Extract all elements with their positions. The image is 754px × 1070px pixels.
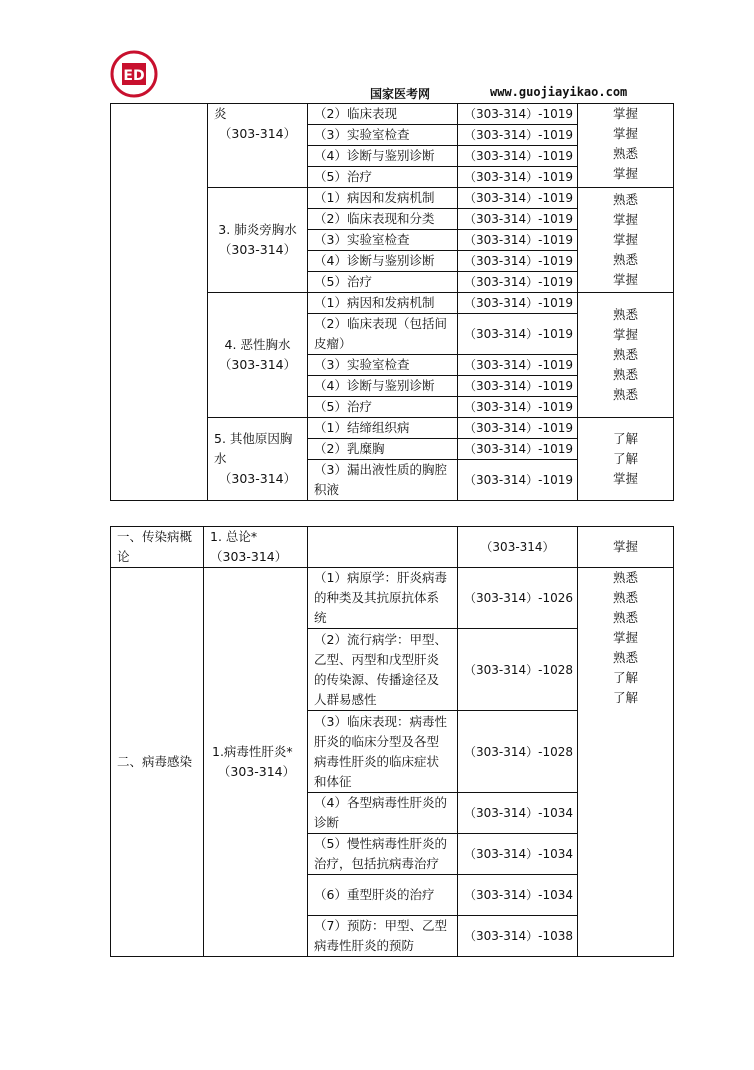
topic-code: （303-314） <box>218 126 297 141</box>
level-label: 熟悉 <box>612 610 638 625</box>
ref-cell: （303-314）-1019 <box>458 125 578 146</box>
ref-cell: （303-314）-1028 <box>458 711 578 793</box>
level-label: 熟悉 <box>612 650 638 665</box>
level-label: 熟悉 <box>612 570 638 585</box>
topic-cell <box>204 568 308 957</box>
topic-code: （303-314） <box>218 357 297 372</box>
level-label: 掌握 <box>612 212 638 227</box>
item-cell: （4）诊断与鉴别诊断 <box>308 376 458 397</box>
item-cell: （3）实验室检查 <box>308 230 458 251</box>
ref-cell: （303-314） <box>458 527 578 568</box>
ref-cell: （303-314）-1019 <box>458 314 578 355</box>
item-cell <box>308 527 458 568</box>
item-cell: （5）治疗 <box>308 272 458 293</box>
ref-cell: （303-314）-1019 <box>458 418 578 439</box>
ref-cell: （303-314）-1034 <box>458 793 578 834</box>
item-cell: （1）病原学：肝炎病毒的种类及其抗原抗体系统 <box>308 568 458 629</box>
level-label: 掌握 <box>612 327 638 342</box>
topic-code: （303-314） <box>210 549 288 564</box>
topic-title: 1.病毒性肝炎* <box>212 744 293 759</box>
ref-cell: （303-314）-1026 <box>458 568 578 629</box>
ref-cell: （303-314）-1019 <box>458 167 578 188</box>
ref-cell: （303-314）-1019 <box>458 104 578 125</box>
topic-title: 1. 总论* <box>210 529 258 544</box>
level-label: 掌握 <box>612 232 638 247</box>
item-cell: （2）临床表现（包括间皮瘤） <box>308 314 458 355</box>
ref-cell: （303-314）-1038 <box>458 916 578 957</box>
level-label: 掌握 <box>612 630 638 645</box>
topic-title: 3. 肺炎旁胸水 <box>218 222 297 237</box>
item-cell: （1）病因和发病机制 <box>308 188 458 209</box>
level-label: 掌握 <box>612 106 638 121</box>
level-label: 掌握 <box>612 166 638 181</box>
level-cell <box>578 104 674 188</box>
item-cell: （5）慢性病毒性肝炎的治疗，包括抗病毒治疗 <box>308 834 458 875</box>
item-cell: （7）预防：甲型、乙型病毒性肝炎的预防 <box>308 916 458 957</box>
table-row <box>111 568 674 629</box>
level-label: 熟悉 <box>612 307 638 322</box>
item-cell: （3）实验室检查 <box>308 355 458 376</box>
ref-cell: （303-314）-1019 <box>458 188 578 209</box>
level-label: 了解 <box>612 431 638 446</box>
topic-code: （303-314） <box>218 242 297 257</box>
level-label: 熟悉 <box>612 252 638 267</box>
logo-icon <box>110 48 158 100</box>
ref-cell: （303-314）-1019 <box>458 230 578 251</box>
topic-cell <box>208 188 308 293</box>
ref-cell: （303-314）-1028 <box>458 629 578 711</box>
item-cell: （3）漏出液性质的胸腔积液 <box>308 460 458 501</box>
level-label: 熟悉 <box>612 146 638 161</box>
topic-code: （303-314） <box>217 764 296 779</box>
unit-cell: 二、病毒感染 <box>111 568 204 957</box>
level-label: 了解 <box>612 690 638 705</box>
syllabus-table-1 <box>110 103 674 501</box>
item-cell: （5）治疗 <box>308 397 458 418</box>
site-url: www.guojiayikao.com <box>490 85 628 99</box>
level-cell: 掌握 <box>578 527 674 568</box>
item-cell: （5）治疗 <box>308 167 458 188</box>
item-cell: （2）临床表现和分类 <box>308 209 458 230</box>
item-cell: （4）各型病毒性肝炎的诊断 <box>308 793 458 834</box>
item-cell: （3）临床表现：病毒性肝炎的临床分型及各型病毒性肝炎的临床症状和体征 <box>308 711 458 793</box>
ref-cell: （303-314）-1034 <box>458 875 578 916</box>
item-cell: （2）乳糜胸 <box>308 439 458 460</box>
ref-cell: （303-314）-1019 <box>458 397 578 418</box>
level-label: 熟悉 <box>612 367 638 382</box>
item-cell: （3）实验室检查 <box>308 125 458 146</box>
ref-cell: （303-314）-1019 <box>458 460 578 501</box>
level-cell <box>578 568 674 957</box>
item-cell: （1）病因和发病机制 <box>308 293 458 314</box>
ref-cell: （303-314）-1019 <box>458 209 578 230</box>
topic-title: 4. 恶性胸水 <box>224 337 291 352</box>
syllabus-table-2 <box>110 526 674 957</box>
topic-cell <box>208 293 308 418</box>
level-label: 熟悉 <box>612 387 638 402</box>
level-label: 熟悉 <box>612 347 638 362</box>
topic-cell <box>204 527 308 568</box>
level-label: 了解 <box>612 670 638 685</box>
topic-title: 炎 <box>214 106 227 121</box>
level-label: 掌握 <box>612 471 638 486</box>
level-label: 掌握 <box>612 272 638 287</box>
site-name: 国家医考网 <box>370 87 431 101</box>
level-cell <box>578 293 674 418</box>
topic-cell <box>208 418 308 501</box>
level-cell <box>578 418 674 501</box>
ref-cell: （303-314）-1019 <box>458 355 578 376</box>
unit-cell <box>111 104 208 501</box>
level-cell <box>578 188 674 293</box>
item-cell: （6）重型肝炎的治疗 <box>308 875 458 916</box>
item-cell: （1）结缔组织病 <box>308 418 458 439</box>
ref-cell: （303-314）-1019 <box>458 439 578 460</box>
level-label: 掌握 <box>612 126 638 141</box>
item-cell: （4）诊断与鉴别诊断 <box>308 146 458 167</box>
ref-cell: （303-314）-1019 <box>458 376 578 397</box>
ref-cell: （303-314）-1019 <box>458 272 578 293</box>
level-label: 了解 <box>612 451 638 466</box>
ref-cell: （303-314）-1034 <box>458 834 578 875</box>
item-cell: （2）临床表现 <box>308 104 458 125</box>
topic-title: 5. 其他原因胸水 <box>214 431 293 466</box>
ref-cell: （303-314）-1019 <box>458 146 578 167</box>
table-row <box>111 527 674 568</box>
level-label: 熟悉 <box>612 192 638 207</box>
unit-cell: 一、传染病概论 <box>111 527 204 568</box>
ref-cell: （303-314）-1019 <box>458 251 578 272</box>
item-cell: （4）诊断与鉴别诊断 <box>308 251 458 272</box>
level-label: 熟悉 <box>612 590 638 605</box>
table-row <box>111 104 674 125</box>
item-cell: （2）流行病学：甲型、乙型、丙型和戊型肝炎的传染源、传播途径及人群易感性 <box>308 629 458 711</box>
ref-cell: （303-314）-1019 <box>458 293 578 314</box>
topic-code: （303-314） <box>218 471 297 486</box>
logo-text: ED <box>123 68 145 84</box>
topic-cell <box>208 104 308 188</box>
